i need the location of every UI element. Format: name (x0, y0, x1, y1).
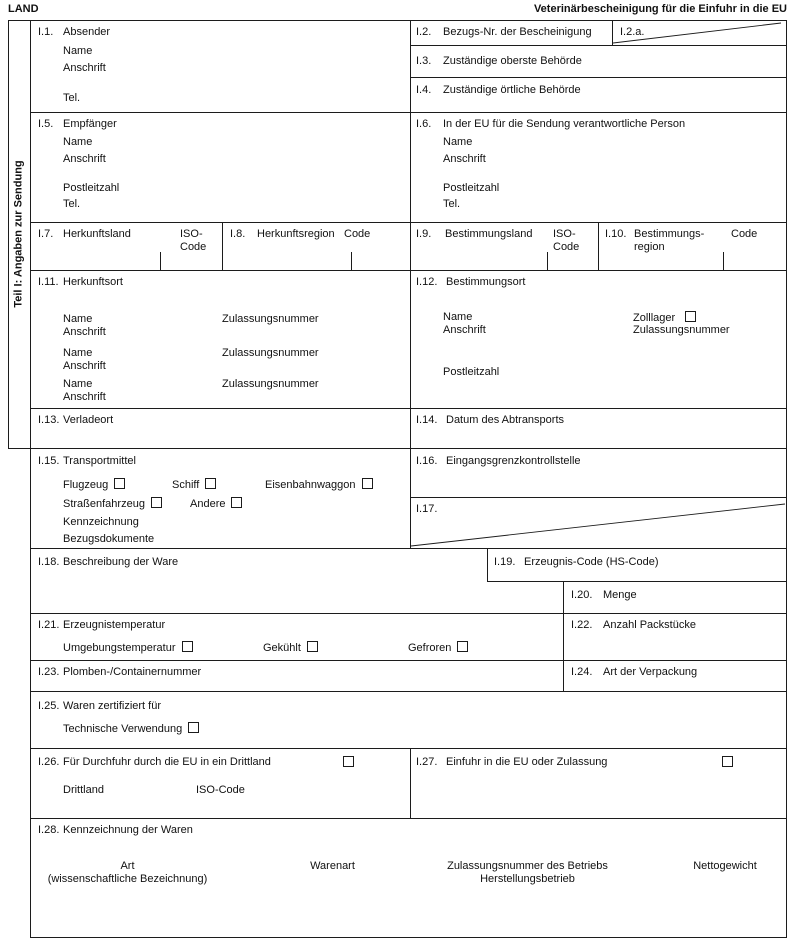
divider (30, 660, 787, 661)
divider (30, 222, 787, 223)
divider (160, 252, 161, 270)
i2-label: Bezugs-Nr. der Bescheinigung (443, 26, 592, 38)
i24-label: Art der Verpackung (603, 666, 698, 678)
i11-number: I.11. (38, 276, 59, 288)
part-1-sidebar-label: Teil I: Angaben zur Sendung (12, 160, 25, 308)
divider (410, 748, 411, 818)
i19-label: Erzeugnis-Code (HS-Code) (524, 556, 659, 568)
transport-option-flugzeug (63, 478, 125, 492)
i26-iso-code-label: ISO-Code (196, 784, 245, 796)
page-title: Veterinärbescheinigung für die Einfuhr in die EU (533, 3, 787, 15)
i3-number: I.3. (416, 55, 432, 67)
i11-name-label: Name (63, 313, 93, 325)
i20-number: I.20. (571, 589, 593, 601)
i8-code-label: Code (344, 228, 371, 240)
eisenbahnwaggon-label: Eisenbahnwaggon (265, 479, 356, 491)
zolllager-checkbox[interactable] (685, 311, 696, 322)
divider (30, 270, 787, 271)
i11-label: Herkunftsort (63, 276, 123, 288)
transport-option-schiff (172, 478, 216, 492)
i3-label: Zuständige oberste Behörde (443, 55, 582, 67)
i28-label: Kennzeichnung der Waren (63, 824, 193, 836)
andere-label: Andere (190, 498, 226, 510)
i27-number: I.27. (416, 756, 438, 768)
i22-label: Anzahl Packstücke (603, 619, 696, 631)
divider (30, 691, 787, 692)
i11-name-label: Name (63, 378, 93, 390)
i12-customs-option (633, 311, 696, 325)
i12-number: I.12. (416, 276, 438, 288)
i18-label: Beschreibung der Ware (63, 556, 179, 568)
transport-option-andere (190, 497, 242, 511)
divider (563, 581, 564, 691)
i1-name-label: Name (63, 45, 93, 57)
i13-number: I.13. (38, 414, 60, 426)
i6-number: I.6. (416, 118, 432, 130)
i9-number: I.9. (416, 228, 432, 240)
i28-column-type: Warenart (310, 860, 355, 872)
i1-number: I.1. (38, 26, 54, 38)
i9-iso-code-label: ISO- Code (553, 228, 580, 253)
i9-label: Bestimmungsland (445, 228, 533, 240)
i25-label: Waren zertifiziert für (63, 700, 162, 712)
umgebungstemperatur-label: Umgebungstemperatur (63, 642, 176, 654)
zolllager-label: Zolllager (633, 312, 676, 324)
temp-option-gefroren (408, 641, 468, 655)
i14-number: I.14. (416, 414, 438, 426)
i5-label: Empfänger (63, 118, 117, 130)
i12-postcode-label: Postleitzahl (443, 366, 500, 378)
i12-address-label: Anschrift (443, 324, 486, 336)
i13-label: Verladeort (63, 414, 114, 426)
i18-number: I.18. (38, 556, 60, 568)
i5-tel-label: Tel. (63, 198, 81, 210)
divider (598, 222, 599, 270)
i24-number: I.24. (571, 666, 593, 678)
i23-label: Plomben-/Containernummer (63, 666, 202, 678)
i20-label: Menge (603, 589, 637, 601)
einfuhr-checkbox[interactable] (722, 756, 733, 767)
i15-label: Transportmittel (63, 455, 136, 467)
i28-column-species: Art (wissenschaftliche Bezeichnung) (47, 860, 208, 885)
umgebungstemperatur-checkbox[interactable] (182, 641, 193, 652)
form-table (30, 20, 787, 938)
i25-number: I.25. (38, 700, 60, 712)
i28-column-approval: Zulassungsnummer des Betriebs Herstellungsbetrieb (447, 860, 608, 885)
divider (30, 748, 787, 749)
i2a-number: I.2.a. (620, 26, 645, 38)
i16-number: I.16. (416, 455, 438, 467)
cert-option-technische-verwendung (63, 722, 199, 736)
i6-tel-label: Tel. (443, 198, 461, 210)
gekuehlt-checkbox[interactable] (307, 641, 318, 652)
i22-number: I.22. (571, 619, 593, 631)
i11-address-label: Anschrift (63, 360, 106, 372)
i11-address-label: Anschrift (63, 326, 106, 338)
i21-label: Erzeugnistemperatur (63, 619, 166, 631)
divider (487, 548, 488, 581)
divider (487, 581, 787, 582)
i12-label: Bestimmungsort (446, 276, 526, 288)
i6-label: In der EU für die Sendung verantwortliche Person (443, 118, 686, 130)
i11-approval-label: Zulassungsnummer (222, 313, 319, 325)
i6-postcode-label: Postleitzahl (443, 182, 500, 194)
i11-approval-label: Zulassungsnummer (222, 378, 319, 390)
i5-address-label: Anschrift (63, 153, 106, 165)
i1-tel-label: Tel. (63, 92, 81, 104)
divider (30, 112, 787, 113)
divider (222, 222, 223, 270)
schiff-label: Schiff (172, 479, 200, 491)
i12-name-label: Name (443, 311, 473, 323)
i28-column-net-weight: Nettogewicht (693, 860, 757, 872)
i11-approval-label: Zulassungsnummer (222, 347, 319, 359)
divider (547, 252, 548, 270)
i15-number: I.15. (38, 455, 60, 467)
i10-label: Bestimmungs- region (634, 228, 705, 253)
i1-label: Absender (63, 26, 111, 38)
country-label: LAND (8, 3, 39, 15)
i8-number: I.8. (230, 228, 246, 240)
flugzeug-checkbox[interactable] (114, 478, 125, 489)
andere-checkbox[interactable] (231, 497, 242, 508)
i15-identification-label: Kennzeichnung (63, 516, 139, 528)
i19-number: I.19. (494, 556, 516, 568)
divider (30, 818, 787, 819)
i26-number: I.26. (38, 756, 60, 768)
gekuehlt-label: Gekühlt (263, 642, 301, 654)
i5-postcode-label: Postleitzahl (63, 182, 120, 194)
i26-third-country-label: Drittland (63, 784, 104, 796)
temp-option-gekuehlt (263, 641, 318, 655)
i5-name-label: Name (63, 136, 93, 148)
strassenfahrzeug-checkbox[interactable] (151, 497, 162, 508)
i5-number: I.5. (38, 118, 54, 130)
divider (410, 45, 787, 46)
i6-address-label: Anschrift (443, 153, 486, 165)
technische-verwendung-checkbox[interactable] (188, 722, 199, 733)
divider (30, 613, 787, 614)
divider (410, 20, 411, 548)
i17-number: I.17. (416, 503, 438, 515)
i26-label: Für Durchfuhr durch die EU in ein Drittland (63, 756, 271, 768)
schiff-checkbox[interactable] (205, 478, 216, 489)
i14-label: Datum des Abtransports (446, 414, 565, 426)
gefroren-label: Gefroren (408, 642, 452, 654)
i1-address-label: Anschrift (63, 62, 106, 74)
divider (30, 408, 787, 409)
divider (410, 77, 787, 78)
technische-verwendung-label: Technische Verwendung (63, 723, 183, 735)
divider (30, 448, 787, 449)
divider (351, 252, 352, 270)
i16-label: Eingangsgrenzkontrollstelle (446, 455, 581, 467)
transport-option-eisenbahnwaggon (265, 478, 373, 492)
divider (723, 252, 724, 270)
i28-number: I.28. (38, 824, 60, 836)
i7-number: I.7. (38, 228, 54, 240)
i12-approval-label: Zulassungsnummer (633, 324, 730, 336)
eisenbahnwaggon-checkbox[interactable] (362, 478, 373, 489)
durchfuhr-checkbox[interactable] (343, 756, 354, 767)
gefroren-checkbox[interactable] (457, 641, 468, 652)
i8-label: Herkunftsregion (257, 228, 335, 240)
i11-name-label: Name (63, 347, 93, 359)
i27-label: Einfuhr in die EU oder Zulassung (446, 756, 608, 768)
i4-number: I.4. (416, 84, 432, 96)
i7-iso-code-label: ISO- Code (180, 228, 207, 253)
i10-number: I.10. (605, 228, 627, 240)
i15-references-label: Bezugsdokumente (63, 533, 155, 545)
i7-label: Herkunftsland (63, 228, 131, 240)
i17-diagonal-line (411, 498, 786, 547)
flugzeug-label: Flugzeug (63, 479, 109, 491)
i21-number: I.21. (38, 619, 60, 631)
divider (30, 548, 787, 549)
i6-name-label: Name (443, 136, 473, 148)
i4-label: Zuständige örtliche Behörde (443, 84, 581, 96)
temp-option-umgebung (63, 641, 193, 655)
i11-address-label: Anschrift (63, 391, 106, 403)
i2-number: I.2. (416, 26, 432, 38)
transport-option-strassenfahrzeug (63, 497, 162, 511)
i10-code-label: Code (731, 228, 758, 240)
i23-number: I.23. (38, 666, 60, 678)
strassenfahrzeug-label: Straßenfahrzeug (63, 498, 145, 510)
